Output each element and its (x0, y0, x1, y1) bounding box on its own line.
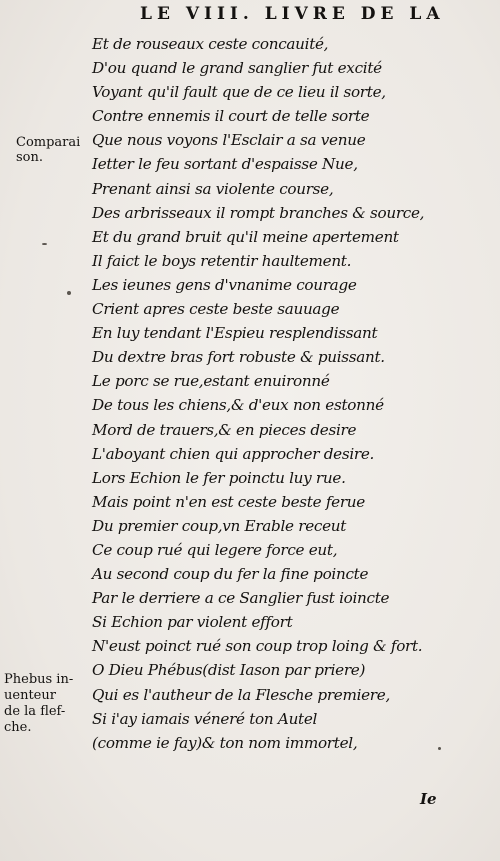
verse-line: (comme ie fay)& ton nom immortel, (92, 733, 358, 752)
verse-line: N'eust poinct rué son coup trop loing & fort. (92, 637, 423, 656)
verse-line: Le porc se rue,estant enuironné (92, 372, 330, 391)
verse-line: O Dieu Phébus(dist Iason par priere) (92, 661, 366, 680)
verse-line: Et du grand bruit qu'il meine apertement (92, 227, 399, 246)
verse-line: De tous les chiens,& d'eux non estonné (92, 396, 384, 415)
verse-line: Les ieunes gens d'vnanime courage (92, 275, 357, 294)
ink-speck (438, 747, 441, 750)
verse-line: Mord de trauers,& en pieces desire (92, 420, 357, 439)
verse-line: Lors Echion le fer poinctu luy rue. (92, 468, 346, 487)
verse-line: Par le derriere a ce Sanglier fust ioincte (92, 589, 390, 608)
verse-line: Il faict le boys retentir haultement. (92, 251, 352, 270)
verse-line: Que nous voyons l'Esclair a sa venue (92, 131, 366, 150)
catchword: Ie (420, 790, 437, 808)
verse-line: Au second coup du fer la fine poincte (92, 565, 369, 584)
ink-speck (67, 291, 71, 295)
running-header: LE VIII. LIVRE DE LA (140, 4, 445, 24)
ink-speck (42, 243, 47, 245)
verse-line: D'ou quand le grand sanglier fut excité (92, 59, 382, 78)
verse-line: Du dextre bras fort robuste & puissant. (92, 348, 385, 367)
verse-line: Du premier coup,vn Erable receut (92, 516, 347, 535)
verse-line: Si Echion par violent effort (92, 613, 293, 632)
verse-line: Ietter le feu sortant d'espaisse Nue, (92, 155, 358, 174)
verse-line: Voyant qu'il fault que de ce lieu il sorte, (92, 83, 386, 102)
verse-line: Qui es l'autheur de la Flesche premiere, (92, 685, 390, 704)
verse-line: Ce coup rué qui legere force eut, (92, 540, 338, 559)
verse-line: Et de rouseaux ceste concauité, (92, 35, 329, 53)
verse-line: Des arbrisseaux il rompt branches & source, (92, 203, 425, 222)
verse-line: Crient apres ceste beste sauuage (92, 300, 340, 319)
verse-line: L'aboyant chien qui approcher desire. (92, 444, 375, 463)
verse-line: Prenant ainsi sa violente course, (92, 179, 334, 198)
verse-line: En luy tendant l'Espieu resplendissant (92, 324, 378, 343)
verse-block (92, 32, 492, 755)
verse-line: Si i'ay iamais véneré ton Autel (92, 709, 318, 728)
verse-line: Mais point n'en est ceste beste ferue (92, 492, 365, 511)
verse-line: Contre ennemis il court de telle sorte (92, 107, 370, 126)
margin-note-comparaison: Comparai son. (16, 135, 81, 165)
margin-note-phebus: Phebus in- uenteur de la flef- che. (4, 672, 74, 735)
